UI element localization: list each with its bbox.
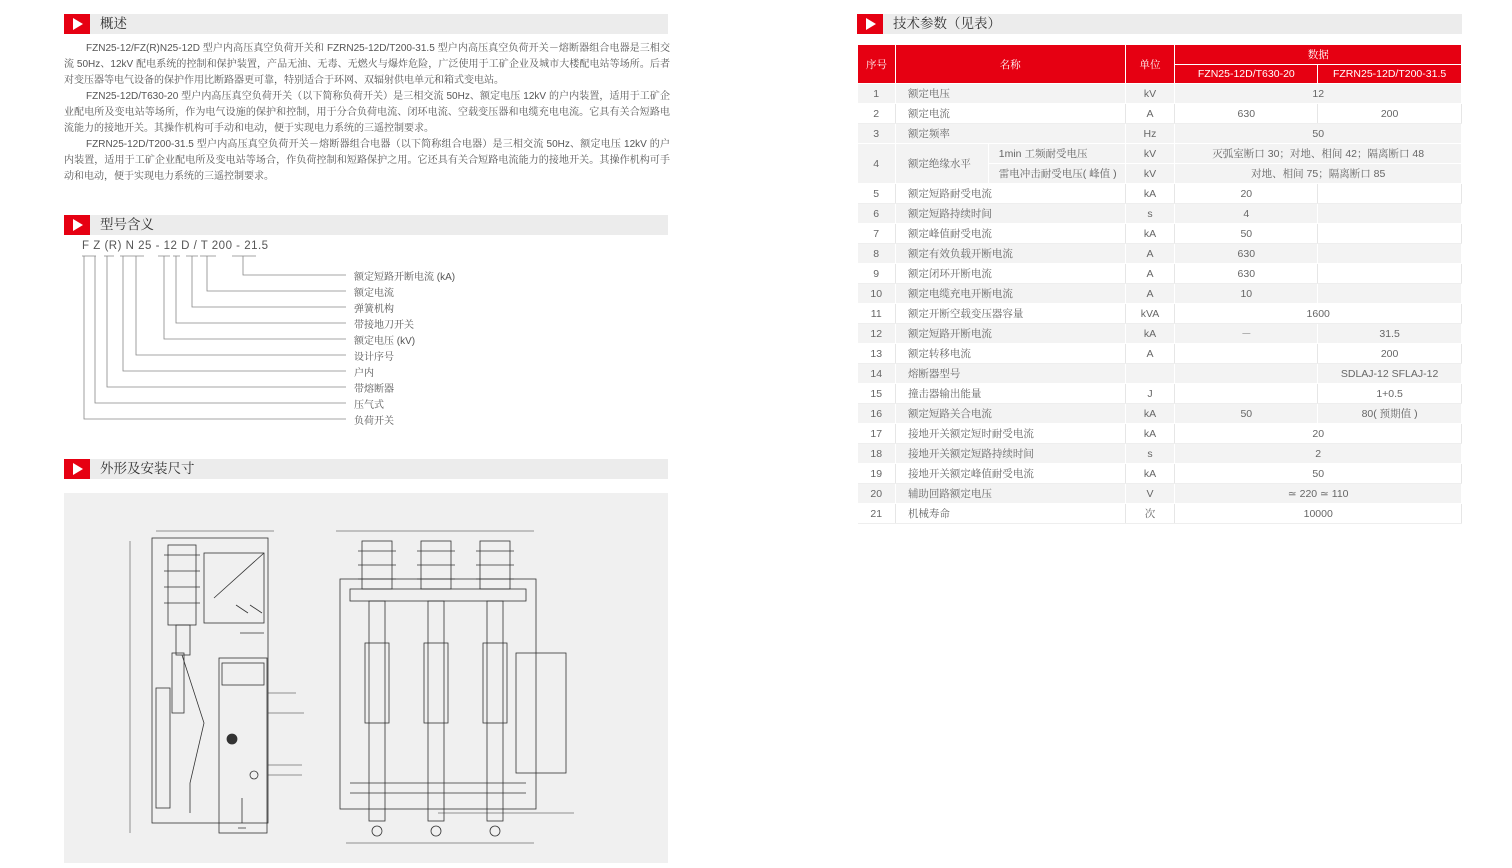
table-row [858, 144, 1462, 164]
row-no: 9 [858, 264, 896, 284]
header-no: 序号 [858, 45, 896, 84]
model-label: 负荷开关 [354, 416, 394, 427]
table-row [858, 344, 1462, 364]
row-name: 接地开关额定峰值耐受电流 [895, 464, 1125, 484]
row-unit: kA [1125, 184, 1175, 204]
row-name: 辅助回路额定电压 [895, 484, 1125, 504]
row-name: 额定电压 [895, 84, 1125, 104]
tech-header [857, 14, 1462, 34]
row-value-a: 50 [1175, 404, 1318, 424]
table-row [858, 184, 1462, 204]
model-label: 带熔断器 [354, 384, 394, 395]
row-name: 额定短路关合电流 [895, 404, 1125, 424]
table-row [858, 84, 1462, 104]
row-unit: A [1125, 344, 1175, 364]
row-name: 额定短路耐受电流 [895, 184, 1125, 204]
row-unit: kVA [1125, 304, 1175, 324]
row-name: 额定频率 [895, 124, 1125, 144]
model-label: 弹簧机构 [354, 304, 394, 315]
model-label: 额定电压 (kV) [354, 336, 416, 347]
row-unit: A [1125, 284, 1175, 304]
row-name: 额定峰值耐受电流 [895, 224, 1125, 244]
row-subname: 1min 工频耐受电压 [988, 144, 1125, 164]
header-col2: FZRN25-12D/T200-31.5 [1318, 65, 1462, 84]
header-name: 名称 [895, 45, 1125, 84]
row-value: 20 [1175, 424, 1462, 444]
row-no: 8 [858, 244, 896, 264]
model-label: 带接地刀开关 [354, 320, 414, 331]
row-no: 12 [858, 324, 896, 344]
dimensions-header [64, 459, 668, 479]
row-no: 3 [858, 124, 896, 144]
row-value-b: SDLAJ-12 SFLAJ-12 [1318, 364, 1462, 384]
header-col1: FZN25-12D/T630-20 [1175, 65, 1318, 84]
row-value-a: － [1175, 324, 1318, 344]
row-value-b: 200 [1318, 104, 1462, 124]
play-arrow-icon [857, 14, 883, 34]
row-unit: kV [1125, 144, 1175, 164]
row-subname: 雷电冲击耐受电压( 峰值 ) [988, 164, 1125, 184]
row-value-a: 20 [1175, 184, 1318, 204]
header-data: 数据 [1175, 45, 1462, 65]
row-value-b: 1+0.5 [1318, 384, 1462, 404]
row-no: 4 [858, 144, 896, 184]
table-row [858, 384, 1462, 404]
row-name: 额定绝缘水平 [895, 144, 988, 184]
row-value-a: 630 [1175, 244, 1318, 264]
row-value: ≃ 220 ≃ 110 [1175, 484, 1462, 504]
row-unit: J [1125, 384, 1175, 404]
row-unit: kA [1125, 224, 1175, 244]
row-no: 17 [858, 424, 896, 444]
table-row [858, 124, 1462, 144]
row-value: 1600 [1175, 304, 1462, 324]
row-value-a [1175, 364, 1318, 384]
row-name: 额定有效负载开断电流 [895, 244, 1125, 264]
row-unit: A [1125, 244, 1175, 264]
table-row [858, 224, 1462, 244]
row-unit: kV [1125, 84, 1175, 104]
table-row [858, 244, 1462, 264]
table-row [858, 464, 1462, 484]
row-no: 7 [858, 224, 896, 244]
model-label: 压气式 [354, 400, 384, 411]
row-name: 额定短路开断电流 [895, 324, 1125, 344]
model-label: 户内 [354, 368, 374, 379]
play-arrow-icon [64, 459, 90, 479]
model-label: 额定电流 [354, 288, 394, 299]
row-no: 11 [858, 304, 896, 324]
row-value-b [1318, 284, 1462, 304]
row-unit: kA [1125, 464, 1175, 484]
row-value-a: 4 [1175, 204, 1318, 224]
row-no: 6 [858, 204, 896, 224]
row-name: 撞击器输出能量 [895, 384, 1125, 404]
row-value-b [1318, 244, 1462, 264]
table-row [858, 304, 1462, 324]
table-row [858, 424, 1462, 444]
model-code: F Z (R) N 25 - 12 D / T 200 - 21.5 [82, 240, 269, 252]
row-value-a [1175, 344, 1318, 364]
row-unit: V [1125, 484, 1175, 504]
table-row [858, 284, 1462, 304]
row-unit [1125, 364, 1175, 384]
row-value-b [1318, 224, 1462, 244]
row-value-a [1175, 384, 1318, 404]
overview-paragraph: FZRN25-12D/T200-31.5 型户内高压真空负荷开关－熔断器组合电器（以下简称组合电器）是三相交流 50Hz、额定电压 12kV 的户内装置，适用于工矿企业配电所及变电站等场合，作负荷控制和短路保护之用。它还具有关合短路电流能力的接地开关。其操作机构可手动和电动，便于实现电力系统的三遥控制要求。 [64, 139, 670, 182]
row-name: 额定电流 [895, 104, 1125, 124]
row-value: 12 [1175, 84, 1462, 104]
table-row [858, 444, 1462, 464]
row-value: 10000 [1175, 504, 1462, 524]
technical-drawing-image [64, 493, 668, 863]
row-no: 16 [858, 404, 896, 424]
row-name: 额定电缆充电开断电流 [895, 284, 1125, 304]
table-row [858, 324, 1462, 344]
dimensions-title: 外形及安装尺寸 [100, 461, 195, 476]
row-name: 机械寿命 [895, 504, 1125, 524]
row-value-b [1318, 264, 1462, 284]
row-value: 灭弧室断口 30；对地、相间 42；隔离断口 48 [1175, 144, 1462, 164]
model-meaning-title: 型号含义 [100, 217, 154, 232]
row-unit: kA [1125, 404, 1175, 424]
row-name: 额定闭环开断电流 [895, 264, 1125, 284]
row-value-b: 80( 预期值 ) [1318, 404, 1462, 424]
row-unit: A [1125, 264, 1175, 284]
tech-title: 技术参数（见表） [893, 16, 1001, 31]
row-no: 19 [858, 464, 896, 484]
row-unit: kV [1125, 164, 1175, 184]
table-row [858, 364, 1462, 384]
row-unit: s [1125, 444, 1175, 464]
table-row [858, 504, 1462, 524]
row-value-b: 31.5 [1318, 324, 1462, 344]
row-value: 50 [1175, 124, 1462, 144]
row-name: 额定开断空载变压器容量 [895, 304, 1125, 324]
overview-title: 概述 [100, 16, 127, 31]
table-row [858, 204, 1462, 224]
row-unit: kA [1125, 424, 1175, 444]
row-unit: kA [1125, 324, 1175, 344]
model-label: 设计序号 [354, 352, 394, 363]
table-row [858, 104, 1462, 124]
dimension-drawing [64, 493, 668, 863]
row-value-b: 200 [1318, 344, 1462, 364]
row-value-a: 50 [1175, 224, 1318, 244]
row-unit: s [1125, 204, 1175, 224]
table-row [858, 404, 1462, 424]
row-value-a: 10 [1175, 284, 1318, 304]
row-no: 21 [858, 504, 896, 524]
header-unit: 单位 [1125, 45, 1175, 84]
table-row [858, 484, 1462, 504]
row-no: 10 [858, 284, 896, 304]
model-leader-lines [0, 0, 700, 440]
row-no: 1 [858, 84, 896, 104]
row-no: 5 [858, 184, 896, 204]
row-value: 2 [1175, 444, 1462, 464]
row-value: 50 [1175, 464, 1462, 484]
row-value: 对地、相间 75；隔离断口 85 [1175, 164, 1462, 184]
row-no: 14 [858, 364, 896, 384]
row-value-a: 630 [1175, 104, 1318, 124]
row-name: 额定短路持续时间 [895, 204, 1125, 224]
overview-paragraph: FZN25-12D/T630-20 型户内高压真空负荷开关（以下简称负荷开关）是三相交流 50Hz、额定电压 12kV 的户内装置，适用于工矿企业配电所及变电站等场所，作为电气设施的保护和控制，用于分合负荷电流、闭环电流、空载变压器和电缆充电电流。它具有关合短路电流能力的接地开关。其操作机构可手动和电动，便于实现电力系统的三遥控制要求。 [64, 91, 670, 134]
row-unit: 次 [1125, 504, 1175, 524]
row-value-b [1318, 184, 1462, 204]
row-no: 18 [858, 444, 896, 464]
row-value-a: 630 [1175, 264, 1318, 284]
row-no: 20 [858, 484, 896, 504]
row-name: 接地开关额定短路持续时间 [895, 444, 1125, 464]
row-no: 15 [858, 384, 896, 404]
overview-paragraph: FZN25-12/FZ(R)N25-12D 型户内高压真空负荷开关和 FZRN25-12D/T200-31.5 型户内高压真空负荷开关－熔断器组合电器是三相交流 50Hz、12kV 配电系统的控制和保护装置，产品无油、无毒、无燃火与爆炸危险，广泛使用于工矿企业及城市大楼配电站等场所。后者对变压器等电气设备的保护作用比断路器更可靠，特别适合于环网、双辐射供电单元和箱式变电站。 [64, 43, 670, 86]
row-name: 额定转移电流 [895, 344, 1125, 364]
row-name: 熔断器型号 [895, 364, 1125, 384]
tech-table [857, 44, 1462, 524]
row-no: 2 [858, 104, 896, 124]
row-no: 13 [858, 344, 896, 364]
row-unit: A [1125, 104, 1175, 124]
row-name: 接地开关额定短时耐受电流 [895, 424, 1125, 444]
table-row [858, 264, 1462, 284]
row-unit: Hz [1125, 124, 1175, 144]
row-value-b [1318, 204, 1462, 224]
model-label: 额定短路开断电流 (kA) [354, 272, 456, 283]
